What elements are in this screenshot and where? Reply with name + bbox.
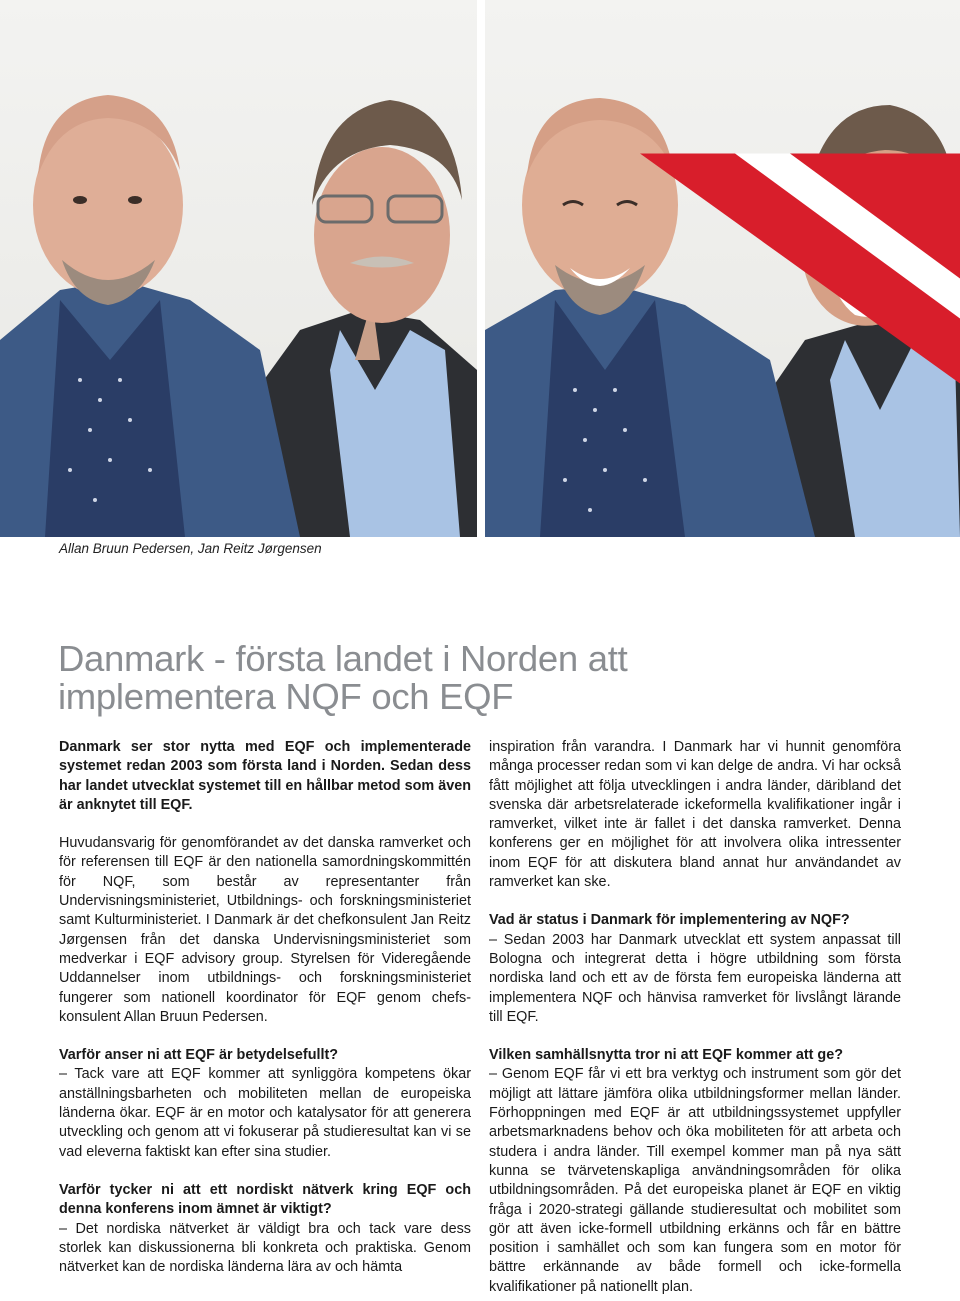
page-title (58, 640, 918, 716)
question-heading: Vad är status i Danmark för implementering av NQF? (489, 912, 850, 929)
question-heading: Varför anser ni att EQF är betydelsefullt? (59, 1047, 339, 1064)
answer-paragraph: – Genom EQF får vi ett bra verktyg och instrument som gör det möjligt att lättare jämföra olika utbildningsformer mellan länder. Förhoppningen med EQF är att utbildningssystemet uppfyller arbetsmarknadens behov och öka mobiliteten för att arbeta och studera i andra länder. Till exempel kommer man på nya sätt kunna se tvärvetenskapliga användningsområden för olika utbildningsområden. På det europeiska planet är EQF en viktig fråga i 2020-strategi gällande studieresultat och mobilitet som gör att även icke-formell utbildning erkänns och får en bättre position i samhället och som kan fungera som en motor för bättre erkännande av både formell och icke-formella kvalifikationer på nationellt plan. (489, 1066, 901, 1295)
question-heading: Vilken samhällsnytta tror ni att EQF kommer att ge? (489, 1047, 843, 1064)
photo-portrait-laughing (485, 0, 960, 537)
article-lead: Danmark ser stor nytta med EQF och implementerade systemet redan 2003 som första land i Norden. Sedan dess har landet utvecklat systemet till en hållbar metod som även är anknytet till EQF. (59, 739, 471, 813)
question-heading: Varför tycker ni att ett nordiskt nätverk kring EQF och denna konferens inom ämnet är viktigt? (59, 1181, 471, 1218)
title-line-2: implementera NQF och EQF (58, 676, 514, 717)
title-line-1: Danmark - första landet i Norden att (58, 638, 628, 679)
answer-continuation: inspiration från varandra. I Danmark har vi hunnit genomföra många processer redan som vi kan delge de andra. Vi har också fått möjlighet att följa utvecklingen i andra länder, däribland det svenska där arbetsrelaterade ickeformella kvalifikationer ingår i ramverket, vilket inte är fallet i det danska ramverket. Denna konferens ger en möjlighet för att involvera olika intressenter inom EQF för att diskutera bland annat hur användandet av ramverket kan ske. (489, 739, 901, 891)
article-body-paragraph: Huvudansvarig för genomförandet av det danska ramverket och för referensen till EQF är den nationella samordningskommittén för NQF, som består av representanter från Undervisningsministeriet, Utbildnings- och forskningsministeriet samt Kulturministeriet. I Danmark är det chefkonsulent Jan Reitz Jørgensen från det danska Undervisningsministeriet som medverkar i EQF advisory group. Styrelsen för Videregående Uddannelser inom utbildnings- och forskningsministeriet fungerer som nationell koordinator för EQF genom chefs-konsulent Allan Bruun Pedersen. (59, 835, 471, 1025)
portrait-illustration-left (0, 0, 477, 537)
answer-paragraph: – Det nordiska nätverket är väldigt bra och tack vare dess storlek kan diskussionerna bli konkreta och praktiska. Genom nätverket kan de nordiska länderna lära av och hämta (59, 1220, 471, 1276)
photo-portrait-serious (0, 0, 477, 537)
photo-caption: Allan Bruun Pedersen, Jan Reitz Jørgensen (59, 541, 322, 556)
article-column-right (489, 738, 901, 1297)
answer-paragraph: – Sedan 2003 har Danmark utvecklat ett system anpassat till Bologna och integrerat detta i högre utbildning som första nordiska land och ett av de första fem europeiska länderna att implementera NQF och hänvisa ramverket för livslångt lärande till EQF. (489, 931, 901, 1025)
danish-flag-corner (485, 0, 960, 537)
article-column-left (59, 738, 471, 1277)
answer-paragraph: – Tack vare att EQF kommer att synliggöra kompetens ökar anställningsbarheten och mobiliteten mellan de europeiska länderna ökar. EQF är en motor och katalysator för att generera utveckling och genom att vi fokuserar på studieresultat kan vi se vad eleverna faktiskt kan efter sina studier. (59, 1066, 471, 1160)
